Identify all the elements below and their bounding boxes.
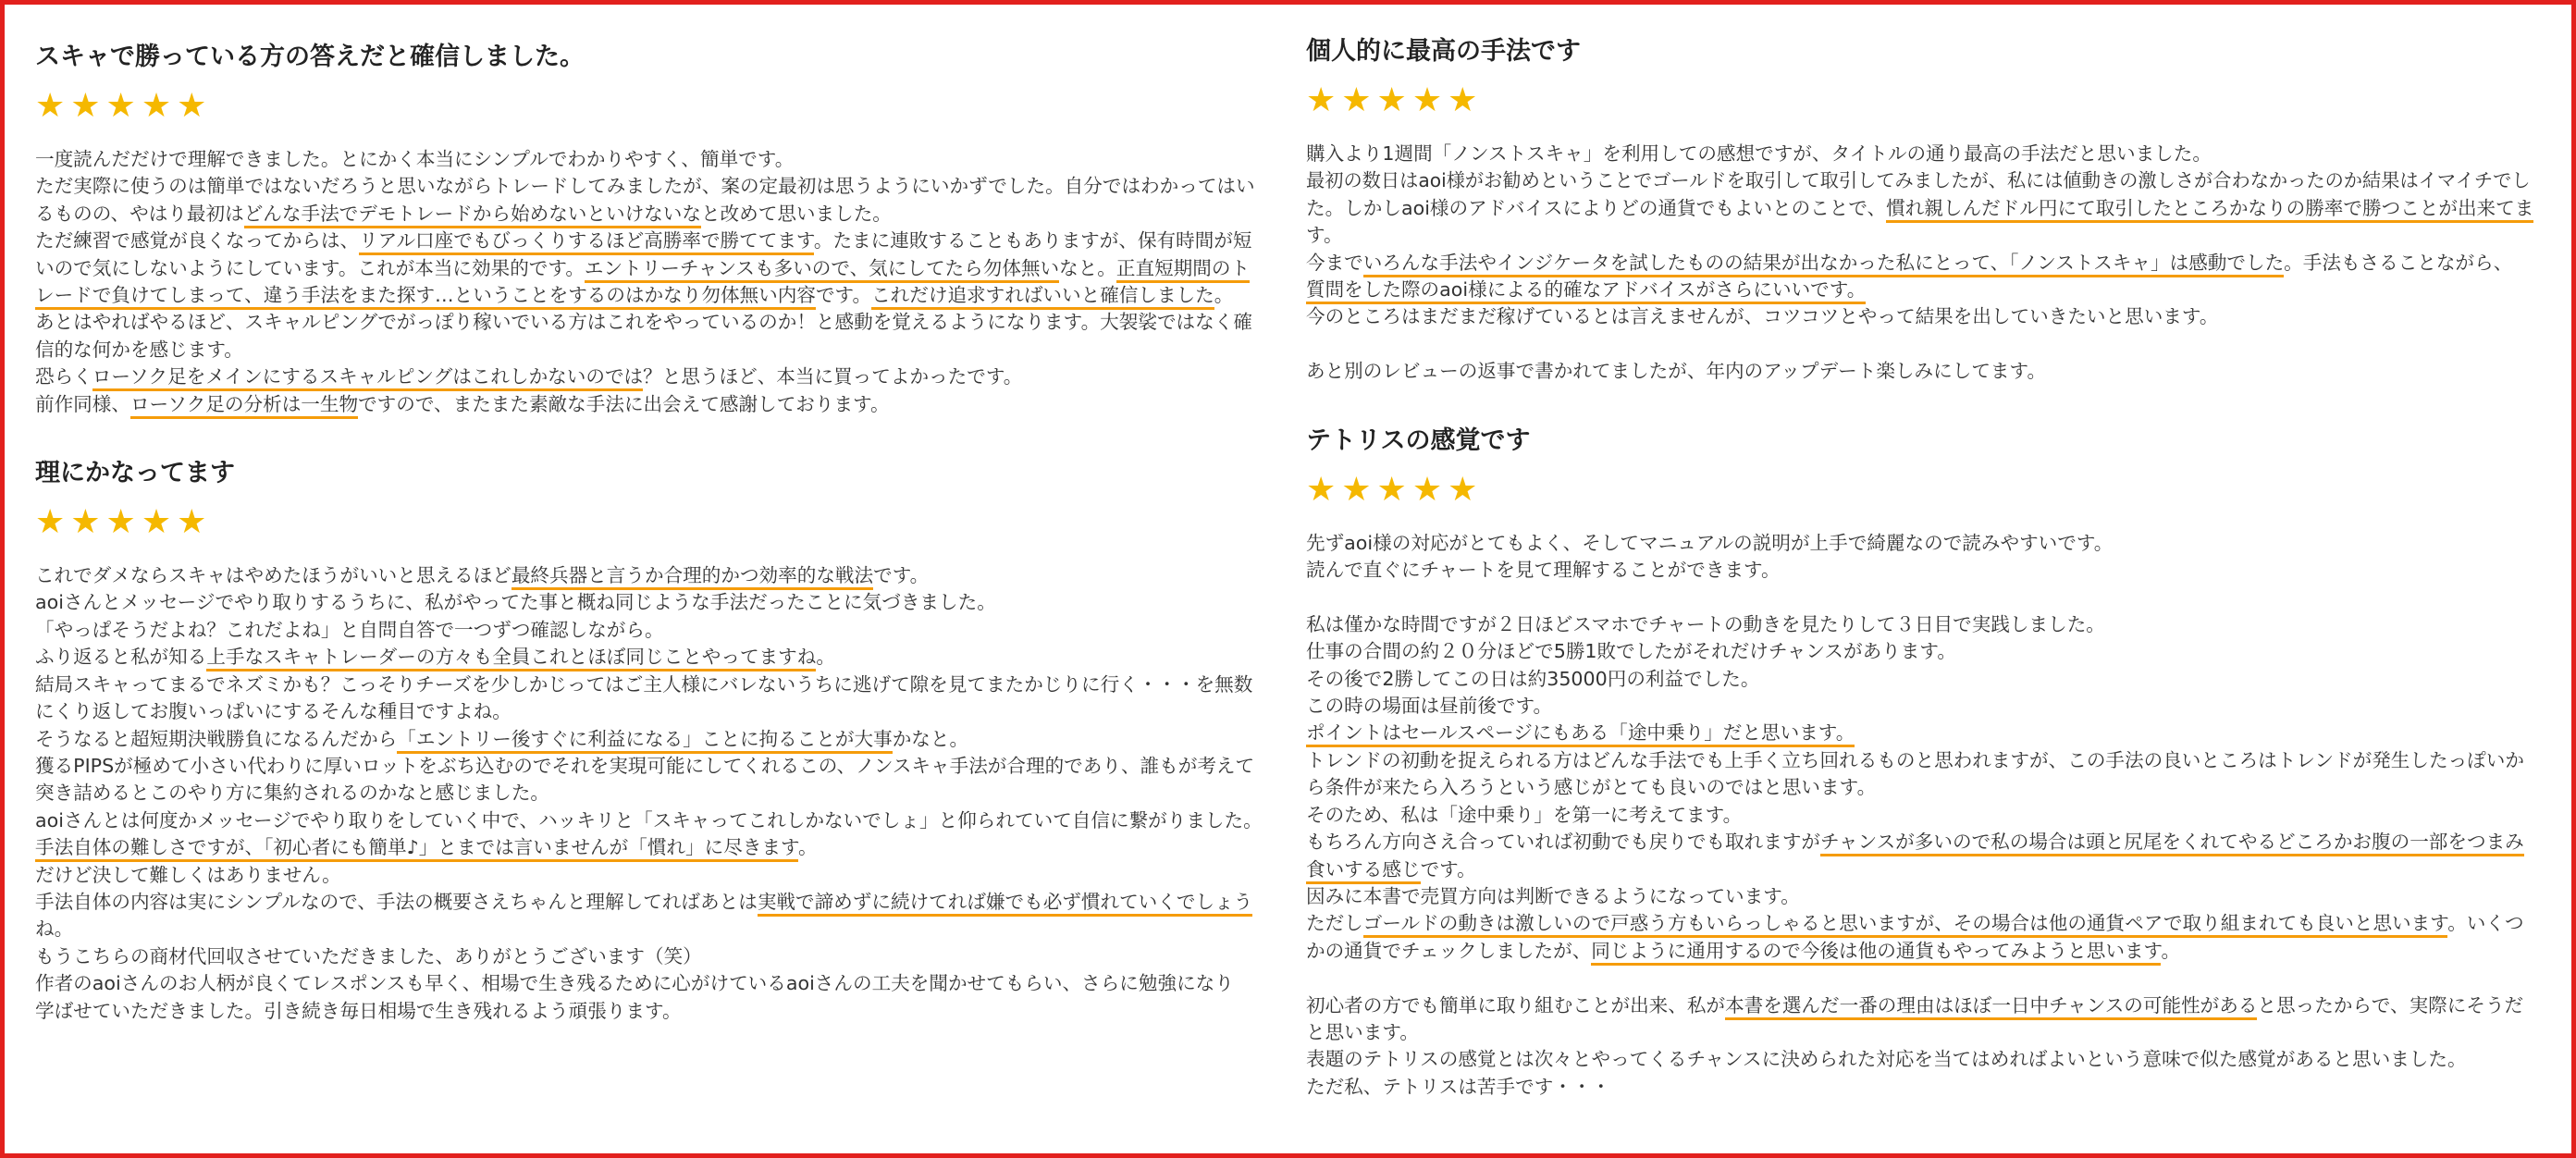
highlighted-text: チャンスが多いので私の場合は頭と尻尾をくれてやるどころかお腹の一部をつまみ (1820, 831, 2524, 856)
review-line (1306, 277, 2536, 303)
review-line (1306, 883, 2536, 910)
text-segment: ですので、またまた素敵な手法に出会えて感謝しております。 (358, 392, 890, 415)
text-segment: 。 (816, 646, 835, 669)
review-title: スキャで勝っている方の答えだと確信しました。 (35, 43, 585, 71)
review-line (1306, 829, 2536, 856)
review-line (35, 970, 1295, 997)
blank-line (1306, 965, 2536, 992)
text-segment: 結局スキャってまるでネズミかも？こっそりチーズを少しかじってはご主人様にバレないうちに逃げて隙を見てまたかじりに行く・・・を無数 (35, 672, 1253, 696)
highlighted-text: エントリーチャンスも多いので、気にしてたら勿体無い (585, 257, 1059, 283)
review-line (1306, 638, 2536, 665)
review-line (1306, 938, 2536, 965)
review-line (1306, 1046, 2536, 1073)
review-title: 個人的に最高の手法です (1306, 37, 1581, 66)
review-line (1306, 250, 2536, 277)
highlighted-text: 正直短期間のト (1116, 257, 1250, 283)
highlighted-text: 実戦で諦めずに続けてれば嫌でも必ず慣れていくでしょう (758, 891, 1252, 917)
text-segment: 今のところはまだまだ稼げているとは言えませんが、コツコツとやって結果を出していきたいと思います。 (1306, 305, 2219, 328)
review-line (35, 173, 1295, 200)
text-segment: そのため、私は「途中乗り」を第一に考えてます。 (1306, 803, 1743, 826)
highlighted-text: 「エントリー後すぐに利益になる」ことに拘ることが大事 (397, 728, 892, 754)
text-segment: aoiさんとは何度かメッセージでやり取りをしていく中で、ハッキリと「スキャってこれしかないでしょ」と仰られていて自信に繋がりました。 (35, 808, 1263, 832)
review-body (1306, 530, 2536, 1102)
highlighted-text: どんな手法でデモトレードから始めないといけないな (244, 203, 701, 228)
review-line (35, 282, 1295, 309)
review-line (35, 617, 1295, 644)
review-line (35, 644, 1295, 671)
text-segment: です。 (815, 284, 872, 307)
highlighted-text: これだけ追求すればいいと確信しました (871, 284, 1214, 310)
highlighted-text: 手法自体の難しさですが、「初心者にも簡単♪」とまでは言いませんが「慣れ」に尽きます (35, 836, 798, 862)
review-line (1306, 693, 2536, 720)
text-segment: もちろん方向さえ合っていれば初動でも戻りでも取れますが (1306, 831, 1821, 854)
text-segment: 読んで直ぐにチャートを見て理解することができます。 (1306, 559, 1781, 582)
text-segment: この時の場面は昼前後です。 (1306, 695, 1553, 718)
text-segment: にくり返してお腹いっぱいにするそんな種目ですよね。 (35, 700, 512, 723)
review-line (35, 146, 1295, 173)
highlighted-text: 本書を選んだ一番の理由はほぼ一日中チャンスの可能性がある (1725, 994, 2257, 1020)
highlighted-text: 同じように通用するので今後は他の通貨もやってみようと思います (1591, 940, 2161, 966)
left-review-column (35, 39, 1295, 1062)
review-line (1306, 557, 2536, 584)
review-line (1306, 167, 2536, 194)
text-segment: です。 (1420, 857, 1476, 881)
right-review-column (1306, 33, 2536, 1138)
text-segment: これでダメならスキャはやめたほうがいいと思えるほど (35, 564, 512, 587)
review-line (35, 309, 1295, 336)
star-rating: ★★★★★ (35, 503, 213, 542)
review-line (35, 862, 1295, 889)
text-segment: 最初の数日はaoi様がお勧めということでゴールドを取引して取引してみましたが、私には値動きの激しさが合わなかったのか結果はイマイチでし (1306, 169, 2531, 192)
text-segment: かなと。 (892, 727, 969, 750)
star-rating: ★★★★★ (35, 87, 213, 125)
review-line (1306, 530, 2536, 557)
text-segment: 作者のaoiさんのお人柄が良くてレスポンスも早く、相場で生き残るために心がけているaoiさんの工夫を聞かせてもらい、さらに勉強になり (35, 972, 1234, 995)
text-segment: 。 (1214, 284, 1234, 307)
text-segment: あとはやればやるほど、スキャルピングでがっぽり稼いでいる方はこれをやっているのか！と感動を覚えるようになります。大袈裟ではなく確 (35, 311, 1252, 334)
text-segment: その後で2勝してこの日は約35000円の利益でした。 (1306, 667, 1760, 690)
text-segment: 。手法もさることながら、 (2284, 251, 2513, 274)
review-line (35, 671, 1295, 698)
review-line (1306, 303, 2536, 330)
text-segment: 私は僅かな時間ですが２日ほどスマホでチャートの動きを見たりして３日目で実践しました。 (1306, 612, 2105, 635)
review-line (1306, 222, 2536, 249)
review-body (35, 146, 1295, 418)
review-block (35, 455, 1295, 1025)
text-segment: 。 (797, 836, 818, 859)
text-segment: と思います。 (1306, 1020, 1419, 1043)
review-title: テトリスの感覚です (1306, 425, 1531, 455)
text-segment: そうなると超短期決戦勝負になるんだから (35, 727, 398, 750)
review-line (1306, 358, 2536, 385)
review-block (35, 39, 1295, 418)
review-line (35, 391, 1295, 418)
review-line (1306, 195, 2536, 222)
text-segment: aoiさんとメッセージでやり取りするうちに、私がやってた事と概ね同じような手法だったことに気づきました。 (35, 591, 996, 614)
text-segment: 購入より1週間「ノンストスキャ」を利用しての感想ですが、タイトルの通り最高の手法だと思いました。 (1306, 142, 2212, 165)
text-segment: 手法自体の内容は実にシンプルなので、手法の概要さえちゃんと理解してればあとは (35, 890, 758, 913)
review-line (35, 589, 1295, 616)
text-segment: あと別のレビューの返事で書かれてましたが、年内のアップデート楽しみにしてます。 (1306, 360, 2047, 383)
review-line (1306, 611, 2536, 638)
blank-line (1306, 331, 2536, 358)
text-segment: 。たまに連敗することもありますが、保有時間が短 (813, 229, 1252, 253)
review-body (35, 562, 1295, 1025)
text-segment: ふり返ると私が知る (35, 646, 207, 669)
review-line (1306, 1074, 2536, 1101)
review-line (35, 698, 1295, 725)
review-line (1306, 666, 2536, 693)
highlighted-text: レードで負けてしまって、違う手法をまた探す…ということをするのはかなり勿体無い内容 (35, 284, 816, 310)
text-segment: 恐らく (35, 365, 92, 388)
review-line (1306, 992, 2536, 1019)
text-segment: ただ私、テトリスは苦手です・・・ (1306, 1075, 1611, 1098)
review-line (35, 726, 1295, 753)
text-segment: 一度読んだだけで理解できました。とにかく本当にシンプルでわかりやすく、簡単です。 (35, 148, 795, 170)
text-segment: 「やっぱそうだよね？これだよね」と自問自答で一つずつ確認しながら。 (35, 618, 664, 641)
text-segment: 学ばせていただきました。引き続き毎日相場で生き残れるよう頑張ります。 (35, 999, 682, 1022)
review-line (35, 834, 1295, 861)
text-segment: かの通貨でチェックしましたが、 (1306, 939, 1592, 962)
review-title: 理にかなってます (35, 459, 235, 488)
review-line (1306, 720, 2536, 746)
review-line (35, 228, 1295, 254)
review-body (1306, 141, 2536, 386)
highlighted-text: 食いする感じ (1306, 858, 1421, 884)
text-segment: 前作同様、 (35, 392, 130, 415)
text-segment: 信的な何かを感じます。 (35, 338, 243, 361)
text-segment: るものの、やはり最初は (35, 202, 244, 225)
review-line (1306, 747, 2536, 774)
review-line (35, 998, 1295, 1025)
star-rating: ★★★★★ (1306, 470, 1484, 509)
review-line (1306, 774, 2536, 801)
review-line (1306, 856, 2536, 883)
highlighted-text: ポイントはセールスページにもある「途中乗り」だと思います。 (1306, 721, 1855, 747)
review-line (1306, 141, 2536, 167)
highlighted-text: いろんな手法やインジケータを試したものの結果が出なかった私にとって、「ノンストスキャ」は感動でした (1363, 252, 2284, 277)
text-segment: ね。 (35, 918, 74, 941)
text-segment: トレンドの初動を捉えられる方はどんな手法でも上手く立ち回れるものと思われますが、この手法の良いところはトレンドが発生したっぽいか (1306, 748, 2524, 771)
review-line (35, 753, 1295, 780)
highlighted-text: 慣れ親しんだドル円にて取引したところかなりの勝率で勝つことが出来てま (1886, 197, 2533, 223)
text-segment: 。いくつ (2447, 912, 2524, 935)
text-segment: もうこちらの商材代回収させていただきました、ありがとうございます（笑） (35, 944, 702, 967)
text-segment: ら条件が来たら入ろうという感じがとても良いのではと思います。 (1306, 776, 1877, 799)
text-segment: す。 (1306, 224, 1343, 247)
text-segment: と改めて思いました。 (700, 202, 892, 225)
text-segment: 初心者の方でも簡単に取り組むことが出来、私が (1306, 993, 1726, 1016)
text-segment: 。 (2161, 939, 2181, 962)
review-line (35, 337, 1295, 363)
review-line (35, 916, 1295, 942)
text-segment: 表題のテトリスの感覚とは次々とやってくるチャンスに決められた対応を当てはめればよいという意味で似た感覚があると思いました。 (1306, 1048, 2467, 1071)
review-line (35, 201, 1295, 228)
text-segment: なと。 (1059, 256, 1116, 279)
text-segment: いので気にしないようにしています。これが本当に効果的です。 (35, 256, 585, 279)
text-segment: 仕事の合間の約２０分ほどで5勝1敗でしたがそれだけチャンスがあります。 (1306, 640, 1956, 663)
text-segment: 先ずaoi様の対応がとてもよく、そしてマニュアルの説明が上手で綺麗なので読みやすいです。 (1306, 531, 2114, 554)
review-line (35, 255, 1295, 282)
text-segment: 突き詰めるとこのやり方に集約されるのかなと感じました。 (35, 782, 550, 805)
highlighted-text: リアル口座でもびっくりするほど高勝率で勝ててます (359, 229, 814, 255)
text-segment: ただ練習で感覚が良くなってからは、 (35, 229, 360, 253)
highlighted-text: 最終兵器と言うか合理的かつ効率的な戦法 (512, 564, 873, 590)
review-block (1306, 33, 2536, 386)
highlighted-text: ローソク足をメインにするスキャルピングはこれしかないのでは (92, 365, 643, 391)
review-line (1306, 910, 2536, 937)
text-segment: 因みに本書で売買方向は判断できるようになっています。 (1306, 884, 1800, 907)
review-line (35, 943, 1295, 970)
review-line (1306, 802, 2536, 829)
text-segment: た。しかしaoi様のアドバイスによりどの通貨でもよいとのことで、 (1306, 196, 1887, 219)
review-line (35, 780, 1295, 807)
review-line (35, 562, 1295, 589)
text-segment: ただし (1306, 912, 1363, 935)
blank-line (1306, 584, 2536, 610)
highlighted-text: ゴールドの動きは激しいので戸惑う方もいらっしゃると思いますが、その場合は他の通貨ペアで取り組まれても良いと思います (1363, 912, 2447, 938)
text-segment: と思ったからで、実際にそうだ (2257, 993, 2524, 1016)
highlighted-text: ローソク足の分析は一生物 (130, 393, 358, 419)
review-line (35, 807, 1295, 834)
text-segment: 今まで (1306, 251, 1363, 274)
review-line (35, 363, 1295, 390)
highlighted-text: 上手なスキャトレーダーの方々も全員これとほぼ同じことやってますね (206, 646, 816, 671)
review-line (35, 889, 1295, 916)
star-rating: ★★★★★ (1306, 81, 1484, 119)
text-segment: 獲るPIPSが極めて小さい代わりに厚いロットをぶち込むのでそれを実現可能にしてくれるこの、ノンスキャ手法が合理的であり、誰もが考えて (35, 754, 1255, 777)
highlighted-text: 質問をした際のaoi様による的確なアドバイスがさらにいいです。 (1306, 278, 1866, 304)
review-line (1306, 1019, 2536, 1046)
review-block (1306, 423, 2536, 1102)
text-segment: ？と思うほど、本当に買ってよかったです。 (643, 365, 1023, 388)
text-segment: だけど決して難しくはありません。 (35, 863, 341, 886)
text-segment: です。 (873, 564, 930, 587)
text-segment: ただ実際に使うのは簡単ではないだろうと思いながらトレードしてみましたが、案の定最初は思うようにいかずでした。自分ではわかってはい (35, 175, 1255, 198)
